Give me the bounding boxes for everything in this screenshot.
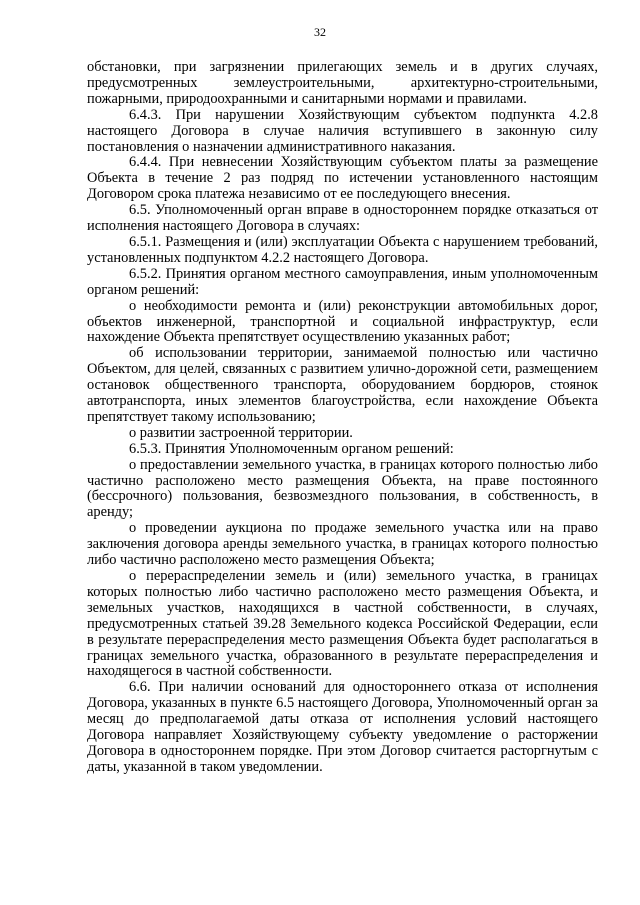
paragraph: 6.5.3. Принятия Уполномоченным органом решений: <box>129 440 454 457</box>
paragraph: 6.5.2. Принятия органом местного самоуправления, иным уполномоченным органом решений: <box>87 265 598 298</box>
paragraph: 6.4.4. При невнесении Хозяйствующим субъектом платы за размещение Объекта в течение 2 раз подряд по истечении установленного настоящим Договором срока платежа независимо от ее последующего внесения. <box>87 154 598 203</box>
paragraph: о предоставлении земельного участка, в границах которого полностью либо частично расположено место размещения Объекта, на праве постоянного (бессрочного) пользования, безвозмездного пользования, в собственность, в аренду; <box>87 456 598 521</box>
paragraph: 6.5.1. Размещения и (или) эксплуатации Объекта с нарушением требований, установленных подпунктом 4.2.2 настоящего Договора. <box>87 233 598 266</box>
paragraph: об использовании территории, занимаемой полностью или частично Объектом, для целей, связанных с развитием улично-дорожной сети, размещением остановок общественного транспорта, оборудованием бордюров, стоянок автотранспорта, иных элементов благоустройства, если нахождение Объекта препятствует такому использованию; <box>87 345 598 425</box>
paragraph: о проведении аукциона по продаже земельного участка или на право заключения договора аренды земельного участка, в границах которого полностью либо частично расположено место размещения Объекта; <box>87 520 598 569</box>
document-body <box>87 60 598 776</box>
paragraph: 6.6. При наличии оснований для одностороннего отказа от исполнения Договора, указанных в пункте 6.5 настоящего Договора, Уполномоченный орган за месяц до предполагаемой даты отказа от исполнения условий настоящего Договора направляет Хозяйствующему субъекту уведомление о расторжении Договора в одностороннем порядке. При этом Договор считается расторгнутым с даты, указанной в таком уведомлении. <box>87 679 598 775</box>
page-number: 32 <box>314 25 326 39</box>
paragraph: 6.5. Уполномоченный орган вправе в одностороннем порядке отказаться от исполнения настоящего Договора в случаях: <box>87 202 598 235</box>
paragraph: о необходимости ремонта и (или) реконструкции автомобильных дорог, объектов инженерной, транспортной и социальной инфраструктур, если нахождение Объекта препятствует осуществлению указанных работ; <box>87 297 598 346</box>
paragraph: обстановки, при загрязнении прилегающих земель и в других случаях, предусмотренных землеустроительными, архитектурно-строительными, пожарными, природоохранными и санитарными нормами и правилами. <box>87 59 598 107</box>
paragraph: 6.4.3. При нарушении Хозяйствующим субъектом подпункта 4.2.8 настоящего Договора в случае наличия вступившего в законную силу постановления о назначении административного наказания. <box>87 106 598 155</box>
paragraph: о развитии застроенной территории. <box>129 424 353 441</box>
paragraph: о перераспределении земель и (или) земельного участка, в границах которых полностью либо частично расположено место размещения Объекта, и земельных участков, находящихся в частной собственности, в случаях, предусмотренных статьей 39.28 Земельного кодекса Российской Федерации, если в результате перераспределения место размещения Объекта будет располагаться в границах земельного участка, образованного в результате перераспределения и находящегося в частной собственности. <box>87 568 598 680</box>
